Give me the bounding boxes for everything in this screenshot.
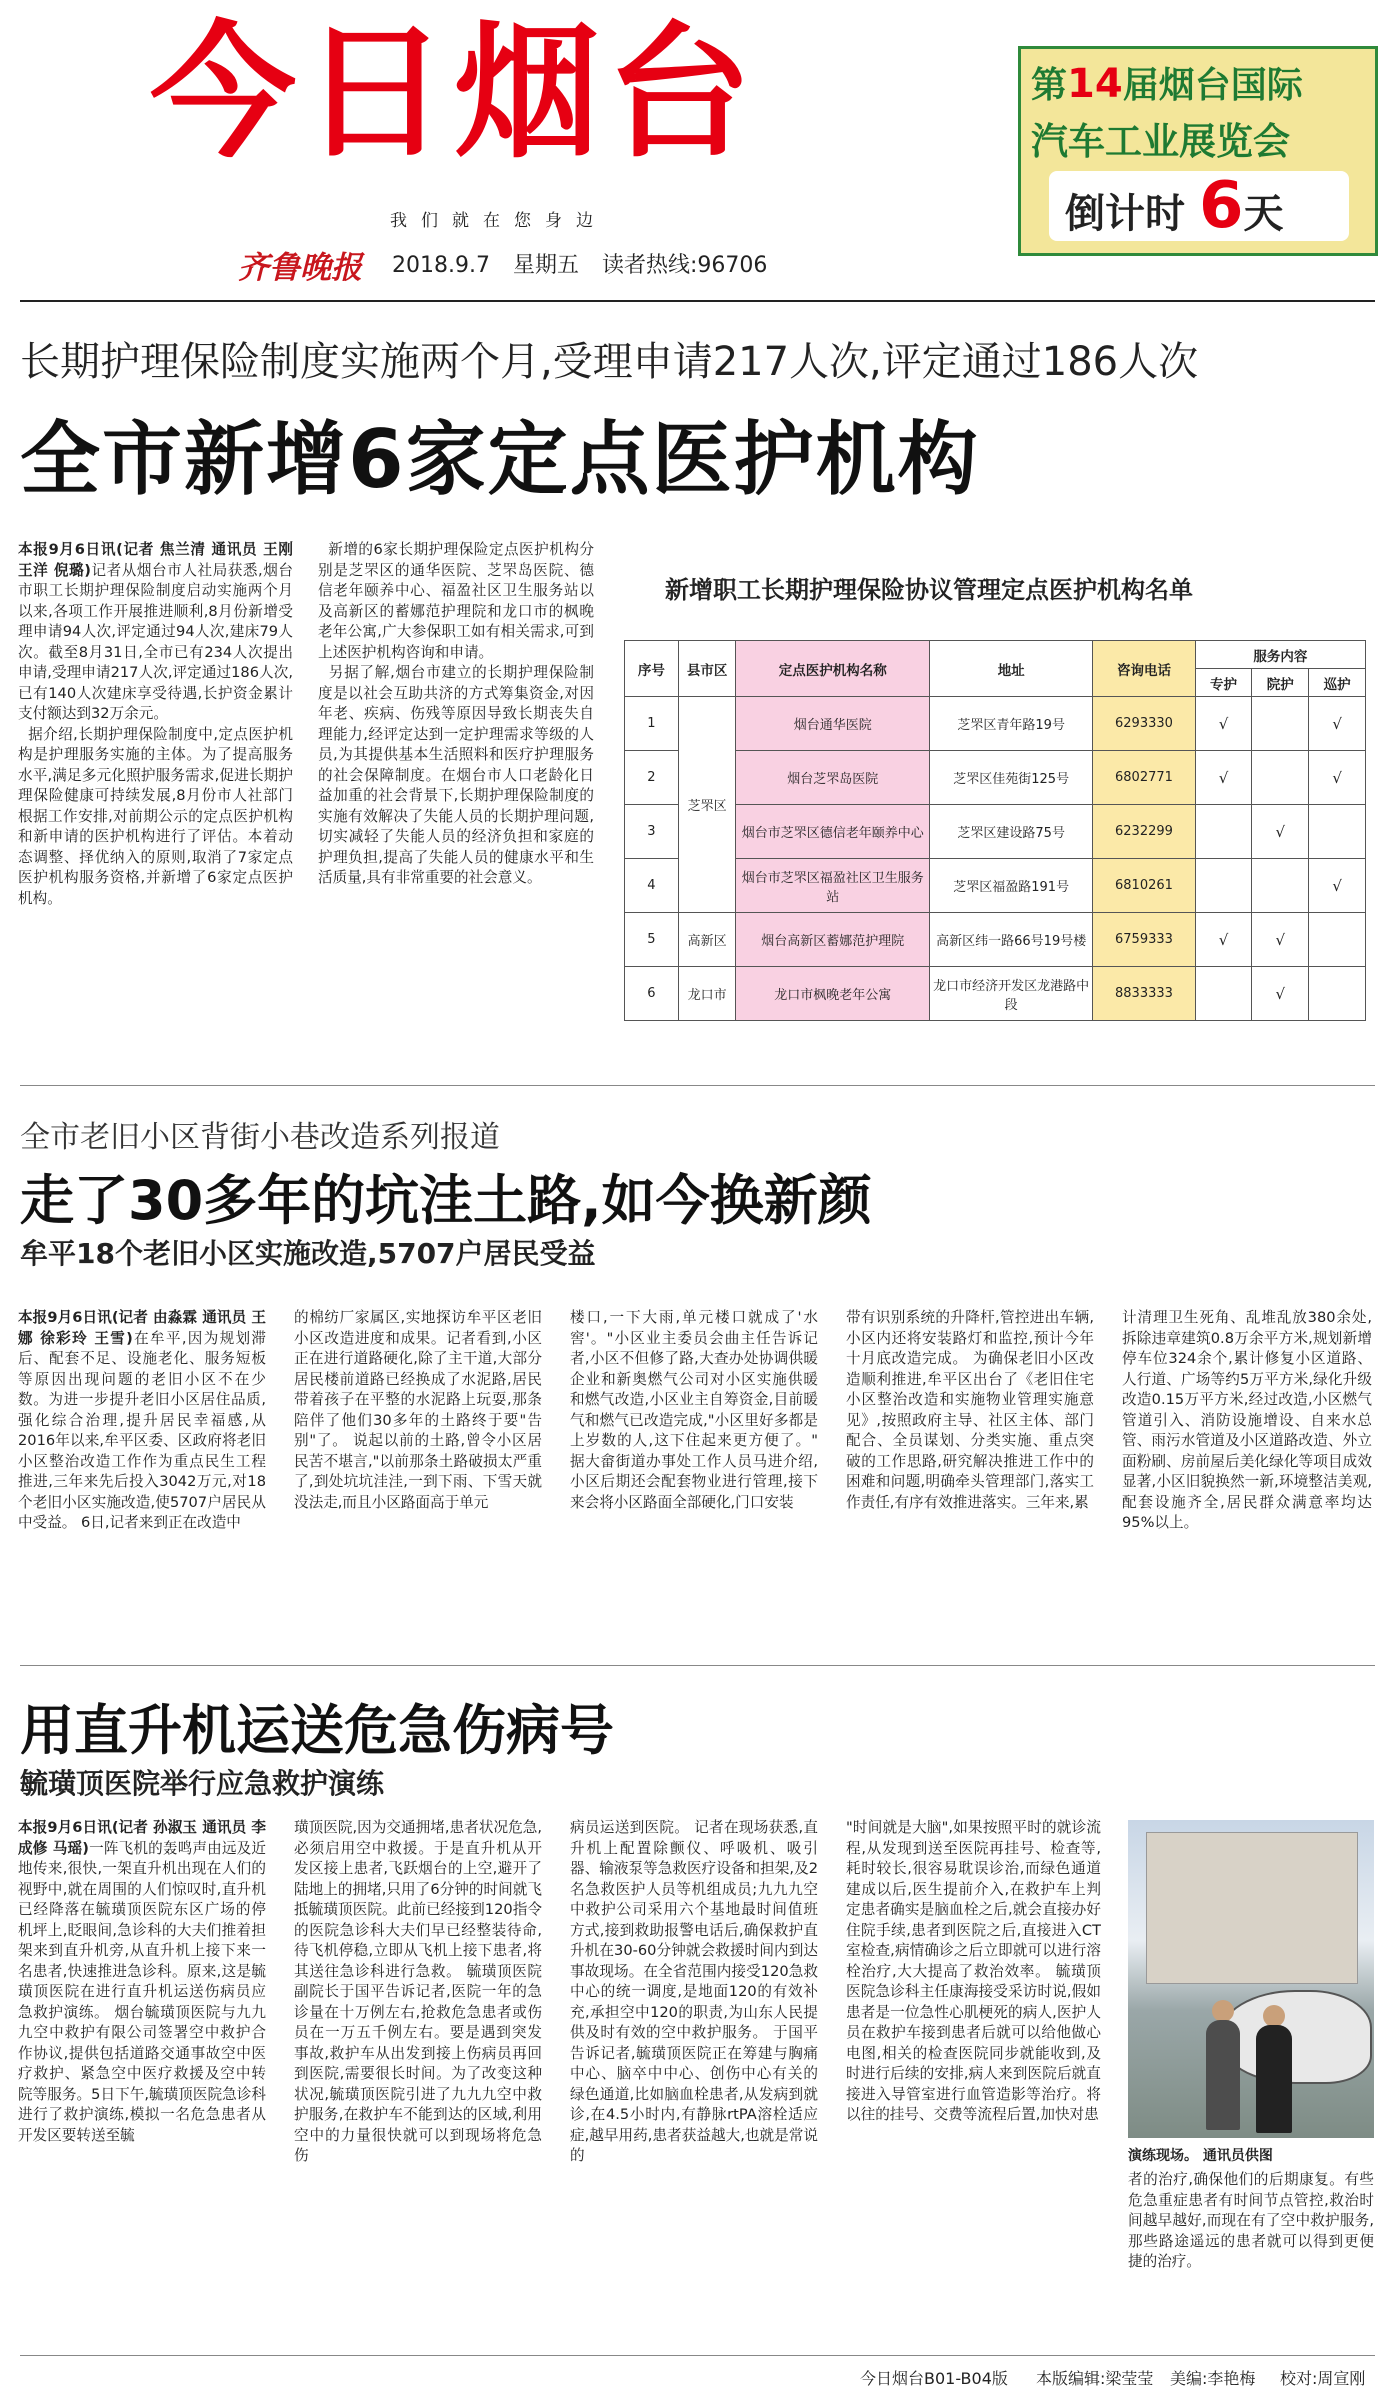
article1-column-2: 新增的6家长期护理保险定点医护机构分别是芝罘区的通华医院、芝罘岛医院、德信老年颐养中心、福盈社区卫生服务站以及高新区的蓄娜范护理院和龙口市的枫晚老年公寓,广大参保职工如有相关需求,可到上述医护机构咨询和申请。 另据了解,烟台市建立的长期护理保险制度是以社会互助共济的方式筹集资金,对因年老、疾病、伤残等原因导致长期丧失自理能力,经评定达到一定护理需求等级的人员,为其提供基本生活照料和医疗护理服务的社会保障制度。在烟台市人口老龄化日益加重的社会背景下,长期护理保险制度的实施有效解决了失能人员的长期护理问题,切实减轻了失能人员的经济负担和家庭的护理负担,提高了失能人员的健康水平和生活质量,具有非常重要的社会意义。 — [318, 541, 594, 886]
article2-column-4: 带有识别系统的升降杆,管控进出车辆,小区内还将安装路灯和监控,预计今年十月底改造完成。 为确保老旧小区改造顺利推进,牟平区出台了《老旧住宅小区整治改造和实施物业管理实施意见》,按照政府主导、社区主体、部门配合、全员谋划、分类实施、重点突破的工作思路,研究解决推进工作中的困难和问题,明确牵头管理部门,落实工作责任,有序有效推进落实。三年来,累 — [846, 1309, 1094, 1511]
article3-column-2: 璜顶医院,因为交通拥堵,患者状况危急,必须启用空中救援。于是直升机从开发区接上患者,飞跃烟台的上空,避开了陆地上的拥堵,只用了6分钟的时间就飞抵毓璜顶医院。此前已经接到120指令的医院急诊科大夫们早已经整装待命,待飞机停稳,立即从飞机上接下患者,将其送往急诊科进行急救。 毓璜顶医院副院长于国平告诉记者,医院一年的急诊量在十万例左右,抢救危急患者或伤员在一万五千例左右。要是遇到突发事故,救护车从出发到接上伤病员再回到医院,需要很长时间。为了改变这种状况,毓璜顶医院引进了九九九空中救护服务,在救护车不能到达的区域,利用空中的力量很快就可以到现场将危急伤 — [294, 1819, 542, 2164]
article2-headline: 走了30多年的坑洼土路,如今换新颜 — [20, 1169, 872, 1232]
section-divider-2 — [20, 1665, 1375, 1666]
article2-column-3: 楼口,一下大雨,单元楼口就成了'水窖'。"小区业主委员会曲主任告诉记者,小区不但修了路,大查办处协调供暖企业和新奥燃气公司对小区实施供暖和燃气改造,小区业主自筹资金,目前暖气和燃气已改造完成,"小区里好多都是上岁数的人,这下住起来更方便了。" 据大畲街道办事处工作人员马进介绍,小区后期还会配套物业进行管理,接下来会将小区路面全部硬化,门口安装 — [570, 1309, 818, 1511]
footer-page-range: 今日烟台B01-B04版 — [860, 2369, 1008, 2388]
table-row: 1 芝罘区 烟台通华医院 芝罘区青年路19号 6293330 √ √ — [625, 697, 1366, 751]
table-row: 6 龙口市 龙口市枫晚老年公寓 龙口市经济开发区龙港路中段 8833333 √ — [625, 967, 1366, 1021]
promo-countdown: 倒计时 6天 — [1049, 171, 1349, 241]
article2-deck: 牟平18个老旧小区实施改造,5707户居民受益 — [20, 1237, 596, 1270]
article2-column-1: 本报9月6日讯(记者 由淼霖 通讯员 王娜 徐彩玲 王雪)在牟平,因为规划滞后、配套不足、设施老化、服务短板等原因出现问题的老旧小区不在少数。为进一步提升老旧小区居住品质,强化综合治理,提升居民幸福感,从2016年以来,牟平区委、区政府将老旧小区整治改造工作作为重点民生工程推进,三年来先后投入3042万元,对18个老旧小区实施改造,使5707户居民从中受益。 6日,记者来到正在改造中 — [18, 1309, 266, 1531]
table-title: 新增职工长期护理保险协议管理定点医护机构名单 — [665, 576, 1193, 604]
promo-line1: 第14届烟台国际 — [1031, 61, 1303, 107]
masthead-divider — [20, 300, 1375, 302]
article2-column-5: 计清理卫生死角、乱堆乱放380余处,拆除违章建筑0.8万余平方米,规划新增停车位324余个,累计修复小区道路、人行道、广场等约5万平方米,绿化升级改造0.15万平方米,经过改造,小区燃气管道引入、消防设施增设、自来水总管、雨污水管道及小区道路改造、外立面粉刷、房前屋后美化绿化等项目成效显著,小区旧貌换然一新,环境整洁美观,配套设施齐全,居民群众满意率均达95%以上。 — [1122, 1309, 1372, 1531]
table-row: 4 烟台市芝罘区福盈社区卫生服务站 芝罘区福盈路191号 6810261 √ — [625, 859, 1366, 913]
footer-designer: 美编:李艳梅 — [1170, 2369, 1256, 2388]
article1-column-1: 本报9月6日讯(记者 焦兰清 通讯员 王刚 王洋 倪璐)记者从烟台市人社局获悉,烟台市职工长期护理保险制度启动实施两个月以来,各项工作开展推进顺利,8月份新增受理申请94人次,评定通过94人次,建床79人次。截至8月31日,全市已有234人次提出申请,受理申请217人次,评定通过186人次,已有140人次建床享受待遇,长护资金累计支付额达到32万余元。 据介绍,长期护理保险制度中,定点医护机构是护理服务实施的主体。为了提高服务水平,满足多元化照护服务需求,促进长期护理保险健康可持续发展,8月份市人社部门根据工作安排,对前期公示的定点医护机构和新申请的医护机构进行了评估。本着动态调整、择优纳入的原则,取消了7家定点医护机构服务资格,并新增了6家定点医护机构。 — [18, 541, 293, 907]
issue-info — [392, 248, 783, 279]
reader-hotline: 读者热线:96706 — [601, 253, 768, 278]
footer-divider — [20, 2355, 1375, 2356]
table-header-row: 序号 县市区 定点医护机构名称 地址 咨询电话 服务内容 — [625, 641, 1366, 669]
article3-column-4: "时间就是大脑",如果按照平时的就诊流程,从发现到送至医院再挂号、检查等,耗时较长,很容易耽误诊治,而绿色通道建成以后,医生提前介入,在救护车上判定患者确实是脑血栓之后,就会直接办好住院手续,患者到医院之后,直接进入CT室检查,病情确诊之后立即就可以进行溶栓治疗,大大提高了救治效率。 毓璜顶医院急诊科主任康海接受采访时说,假如患者是一位急性心肌梗死的病人,医护人员在救护车接到患者后就可以给他做心电图,相关的检查医院同步就能收到,及时进行后续的安排,病人来到医院后就直接进入导管室进行血管造影等治疗。将以往的挂号、交费等流程后置,加快对患 — [846, 1819, 1101, 2123]
article3-headline: 用直升机运送危急伤病号 — [20, 1699, 614, 1762]
article3-deck: 毓璜顶医院举行应急救护演练 — [20, 1767, 385, 1800]
article2-byline: 本报9月6日讯(记者 由淼霖 通讯员 王娜 徐彩玲 王雪) — [18, 1309, 266, 1347]
masthead-slogan: 我们就在您身边 — [390, 211, 607, 231]
article2-column-2: 的棉纺厂家属区,实地探访牟平区老旧小区改造进度和成果。记者看到,小区正在进行道路硬化,除了主干道,大部分居民楼前道路已经换成了水泥路,居民带着孩子在平整的水泥路上玩耍,那条陪伴了他们30多年的土路终于要"告别"了。 说起以前的土路,曾令小区居民苦不堪言,"以前那条土路破损太严重了,到处坑坑洼洼,一到下雨、下雪天就没法走,而且小区路面高于单元 — [294, 1309, 542, 1511]
article1-headline: 全市新增6家定点医护机构 — [20, 413, 980, 506]
footer-editor: 本版编辑:梁莹莹 — [1036, 2369, 1154, 2388]
paper-name-logo: 齐鲁晚报 — [238, 250, 362, 286]
section-divider-1 — [20, 1085, 1375, 1086]
article3-column-3: 病员运送到医院。 记者在现场获悉,直升机上配置除颤仪、呼吸机、吸引器、输液泵等急救医疗设备和担架,及2名急救医护人员等机组成员;九九九空中救护公司采用六个基地最时间值班方式,接到救助报警电话后,确保救护直升机在30-60分钟就会救援时间内到达事故现场。在全省范围内接受120急救中心的统一调度,是地面120的有效补充,承担空中120的职责,为山东人民提供及时有效的空中救护服务。 于国平告诉记者,毓璜顶医院正在筹建与胸痛中心、脑卒中中心、创伤中心有关的绿色通道,比如脑血栓患者,从发病到就诊,在4.5小时内,有静脉rtPA溶栓适应症,越早用药,患者获益越大,也就是常说的 — [570, 1819, 818, 2164]
table-row: 2 烟台芝罘岛医院 芝罘区佳苑街125号 6802771 √ √ — [625, 751, 1366, 805]
article2-series-label: 全市老旧小区背街小巷改造系列报道 — [20, 1120, 500, 1155]
article3-column-1: 本报9月6日讯(记者 孙淑玉 通讯员 李成修 马瑶)一阵飞机的轰鸣声由远及近地传来,很快,一架直升机出现在人们的视野中,就在周围的人们惊叹时,直升机已经降落在毓璜顶医院东区广场的停机坪上,眨眼间,急诊科的大夫们推着担架来到直升机旁,从直升机上接下来一名患者,快速推进急诊科。原来,这是毓璜顶医院在进行直升机运送伤病员应急救护演练。 烟台毓璜顶医院与九九九空中救护有限公司签署空中救护合作协议,提供包括道路交通事故空中医疗救护、紧急空中医疗救援及空中转院等服务。5日下午,毓璜顶医院急诊科进行了救护演练,模拟一名危急患者从开发区要转送至毓 — [18, 1819, 266, 2144]
table-row: 5 高新区 烟台高新区蓄娜范护理院 高新区纬一路66号19号楼 6759333 √ √ — [625, 913, 1366, 967]
article3-byline: 本报9月6日讯(记者 孙淑玉 通讯员 李成修 马瑶) — [18, 1819, 266, 1857]
auto-show-promo-box — [1018, 46, 1378, 256]
article3-column-5: 者的治疗,确保他们的后期康复。有些危急重症患者有时间节点管控,救治时间越早越好,而现在有了空中救护服务,那些路途遥远的患者就可以得到更便捷的治疗。 — [1128, 2171, 1374, 2270]
issue-date: 2018.9.7 — [392, 253, 490, 278]
article1-byline: 本报9月6日讯(记者 焦兰清 通讯员 王刚 王洋 倪璐) — [18, 541, 293, 579]
promo-line2: 汽车工业展览会 — [1031, 120, 1290, 163]
issue-weekday: 星期五 — [512, 253, 579, 278]
helicopter-drill-photo — [1128, 1820, 1374, 2138]
footer-proofreader: 校对:周宣刚 — [1280, 2369, 1366, 2388]
photo-caption: 演练现场。 通讯员供图 — [1128, 2148, 1273, 2164]
masthead-title: 今日烟台 — [150, 8, 758, 178]
care-institutions-table: 序号 县市区 定点医护机构名称 地址 咨询电话 服务内容 专护 院护 巡护 1 芝罘区 烟台通华医院 芝罘区青年路19号 6293330 √ √ 2 烟台芝罘岛医院 芝罘区佳苑街125号 6802771 √ √ 3 烟台市芝罘区德信老年颐养中心 芝罘区建设路75号 6232299 √ 4 烟台市芝罘区福盈社区卫生服务站 芝罘区福盈路191号 6810261 √ 5 高新区 烟台高新区蓄娜范护理院 高新区纬一路66号19号楼 6759333 √ √ 6 龙口市 龙口市枫晚老年公寓 龙口市经济开发区龙港路中段 8833333 √ — [624, 640, 1366, 1021]
table-row: 3 烟台市芝罘区德信老年颐养中心 芝罘区建设路75号 6232299 √ — [625, 805, 1366, 859]
article1-kicker: 长期护理保险制度实施两个月,受理申请217人次,评定通过186人次 — [20, 339, 1199, 385]
